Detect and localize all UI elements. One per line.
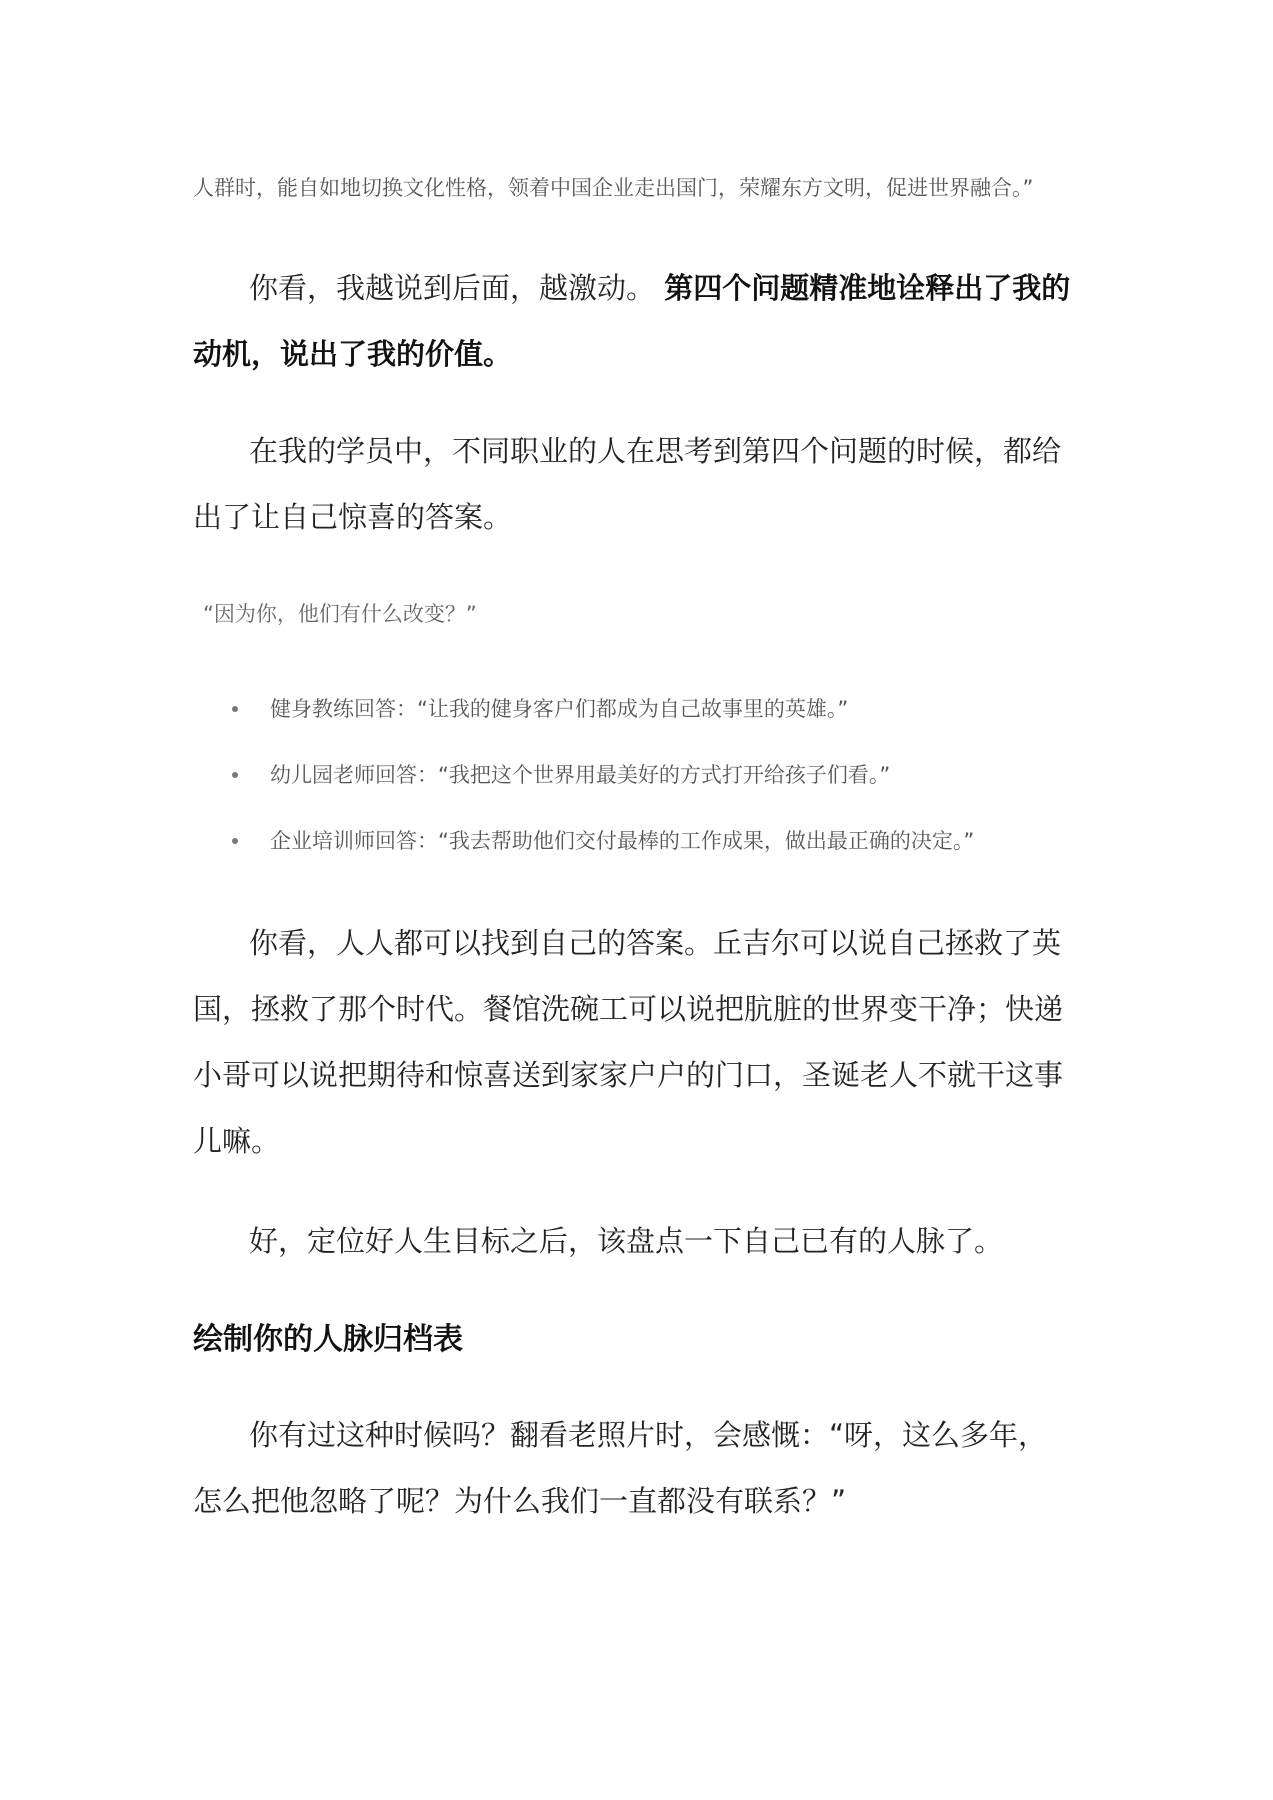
answer-text: 健身教练回答：“让我的健身客户们都成为自己故事里的英雄。” bbox=[270, 697, 849, 721]
answer-text: 企业培训师回答：“我去帮助他们交付最棒的工作成果，做出最正确的决定。” bbox=[270, 829, 975, 853]
list-item bbox=[228, 759, 974, 825]
section-heading: 绘制你的人脉归档表 bbox=[193, 1322, 463, 1357]
bullet-icon bbox=[232, 706, 238, 712]
quote-continuation: 人群时，能自如地切换文化性格，领着中国企业走出国门，荣耀东方文明，促进世界融合。” bbox=[193, 176, 1034, 200]
paragraph-everyone: 你看，人人都可以找到自己的答案。丘吉尔可以说自己拯救了英国，拯救了那个时代。餐馆洗碗工可以说把肮脏的世界变干净；快递小哥可以说把期待和惊喜送到家家户户的门口，圣诞老人不就干这事儿嘛。 bbox=[193, 926, 1064, 1158]
answer-list bbox=[228, 693, 974, 891]
list-item bbox=[228, 825, 974, 891]
paragraph-motivation-text: 你看，我越说到后面，越激动。 bbox=[249, 271, 656, 305]
paragraph-students: 在我的学员中，不同职业的人在思考到第四个问题的时候，都给出了让自己惊喜的答案。 bbox=[193, 434, 1062, 534]
bullet-icon bbox=[232, 772, 238, 778]
paragraph-transition: 好，定位好人生目标之后，该盘点一下自己已有的人脉了。 bbox=[249, 1224, 1004, 1258]
paragraph-motivation-bold: 第四个问题精准地诠释出了我的动机，说出了我的价值。 bbox=[193, 271, 1071, 371]
paragraph-motivation bbox=[193, 255, 1073, 387]
question-quote: “因为你，他们有什么改变？” bbox=[203, 602, 477, 626]
list-item bbox=[228, 693, 974, 759]
bullet-icon bbox=[232, 838, 238, 844]
paragraph-old-photos: 你有过这种时候吗？翻看老照片时，会感慨：“呀，这么多年，怎么把他忽略了呢？为什么我们一直都没有联系？” bbox=[193, 1418, 1048, 1518]
answer-text: 幼儿园老师回答：“我把这个世界用最美好的方式打开给孩子们看。” bbox=[270, 763, 891, 787]
